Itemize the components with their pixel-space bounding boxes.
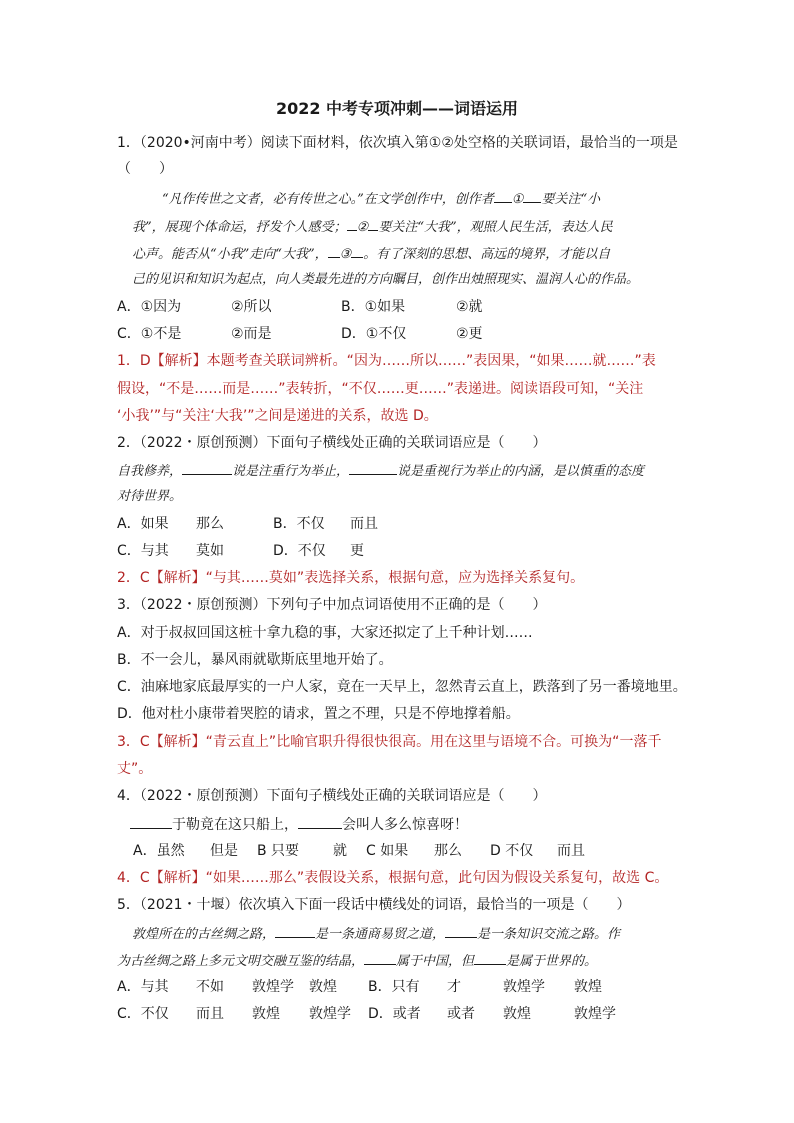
- q1-passage-line-3: [132, 244, 610, 264]
- q3-option-c: C．油麻地家底最厚实的一户人家，竟在一天早上，忽然青云直上，跌落到了另一番境地里。: [117, 679, 687, 695]
- q1-answer-line-2: 假设，“不是……而是……”表转折，“不仅……更……”表递进。阅读语段可知，“关注: [117, 381, 644, 397]
- q3-option-b: B．不一会儿，暴风雨就歇斯底里地开始了。: [117, 652, 393, 668]
- blank: [364, 951, 396, 965]
- q5-option-a3: 敦煌学: [252, 979, 294, 995]
- blank: [494, 189, 512, 203]
- blank: [349, 461, 397, 475]
- q5-option-d3: 敦煌: [503, 1006, 531, 1022]
- q2-option-c2: 莫如: [196, 543, 224, 559]
- q4-option-d2: 而且: [557, 843, 585, 859]
- q3-answer-line-1: 3．C【解析】“青云直上”比喻官职升得很快很高。用在这里与语境不合。可换为“一落千: [117, 734, 662, 750]
- q1-answer-line-1: 1．D【解析】本题考查关联词辨析。“因为……所以……”表因果，“如果……就……”表: [117, 353, 656, 369]
- blank-label: ②: [356, 220, 369, 235]
- q2-answer: 2．C【解析】“与其……莫如”表选择关系，根据句意，应为选择关系复句。: [117, 570, 585, 586]
- q5-option-c4: 敦煌学: [309, 1006, 351, 1022]
- q1-passage-text: 。有了深刻的思想、高远的境界，才能以自: [363, 247, 611, 262]
- q5-passage-line-1: [132, 924, 620, 944]
- q5-option-d2: 或者: [447, 1006, 475, 1022]
- blank: [347, 217, 357, 231]
- q5-option-d: D．或者: [368, 1006, 421, 1022]
- blank: [298, 815, 342, 829]
- q5-option-b4: 敦煌: [574, 979, 602, 995]
- blank: [182, 461, 232, 475]
- q1-answer-line-3: ‘小我’”与“关注‘大我’”之间是递进的关系，故选 D。: [117, 408, 438, 424]
- q2-sentence-line-1: [117, 461, 644, 481]
- q4-option-b2: 就: [333, 843, 347, 859]
- q5-option-d4: 敦煌学: [574, 1006, 616, 1022]
- blank: [368, 217, 378, 231]
- q2-sentence-text: 说是注重行为举止，: [232, 464, 350, 479]
- q2-sentence-text: 自我修养，: [117, 464, 183, 479]
- blank: [328, 244, 340, 258]
- q2-sentence-text: 说是重视行为举止的内涵，是以慎重的态度: [397, 464, 645, 479]
- q4-sentence: [130, 815, 468, 834]
- q3-option-d: D．他对杜小康带着哭腔的请求，置之不理，只是不停地撑着船。: [117, 706, 520, 722]
- q4-answer: 4．C【解析】“如果……那么”表假设关系，根据句意，此句因为假设关系复句，故选 C。: [117, 870, 669, 886]
- q1-passage-text: 要关注“小: [541, 192, 601, 207]
- q5-passage-text: 是属于世界的。: [506, 954, 598, 969]
- blank: [351, 244, 363, 258]
- page-title: 2022 中考专项冲刺——词语运用: [275, 99, 519, 118]
- q2-option-c: C．与其: [117, 543, 169, 559]
- q2-option-d: D．不仅: [273, 543, 326, 559]
- q1-option-a2: ②所以: [231, 299, 272, 315]
- q4-option-c: C 如果: [366, 843, 409, 859]
- q5-passage-text: 属于中国，但: [396, 954, 475, 969]
- q5-option-a: A．与其: [117, 979, 169, 995]
- q1-stem-bracket: （ ）: [117, 161, 173, 177]
- blank-label: ①: [511, 192, 524, 207]
- q4-sentence-text: 于勒竟在这只船上，: [172, 817, 298, 833]
- q1-option-c: C．①不是: [117, 326, 182, 342]
- q2-option-a2: 那么: [196, 516, 224, 532]
- q2-stem: 2．（2022・原创预测）下面句子横线处正确的关联词语应是（ ）: [117, 435, 547, 451]
- q1-passage-text: 心声。能否从“小我”走向“大我”，: [132, 247, 328, 262]
- q5-option-b3: 敦煌学: [503, 979, 545, 995]
- q3-option-a: A．对于叔叔回国这桩十拿九稳的事，大家还拟定了上千种计划……: [117, 625, 533, 641]
- q5-passage-text: 敦煌所在的古丝绸之路，: [132, 927, 276, 942]
- q5-option-c: C．不仅: [117, 1006, 169, 1022]
- blank: [445, 924, 477, 938]
- q5-stem: 5．（2021・十堰）依次填入下面一段话中横线处的词语，最恰当的一项是（ ）: [117, 897, 631, 913]
- q2-option-b2: 而且: [350, 516, 378, 532]
- q3-answer-line-2: 丈”。: [117, 761, 153, 777]
- q5-option-c2: 而且: [196, 1006, 224, 1022]
- blank: [130, 815, 172, 829]
- q1-option-b: B．①如果: [341, 299, 406, 315]
- q4-option-a: A．虽然: [133, 843, 185, 859]
- q4-option-d: D 不仅: [490, 843, 534, 859]
- q4-sentence-text: 会叫人多么惊喜呀！: [342, 817, 468, 833]
- q3-stem: 3．（2022・原创预测）下列句子中加点词语使用不正确的是（ ）: [117, 597, 547, 613]
- q1-option-d: D．①不仅: [341, 326, 407, 342]
- blank: [523, 189, 541, 203]
- q1-passage-text: 我”，展现个体命运，抒发个人感受；: [132, 220, 347, 235]
- q5-passage-line-2: [117, 951, 597, 971]
- q1-passage-line-4: 己的见识和知识为起点，向人类最先进的方向瞩目，创作出烛照现实、温润人心的作品。: [132, 272, 640, 287]
- q4-option-b: B 只要: [257, 843, 300, 859]
- q1-passage-line-1: [162, 189, 600, 209]
- q1-passage-line-2: [132, 217, 613, 237]
- q4-option-c2: 那么: [434, 843, 462, 859]
- q1-option-a: A．①因为: [117, 299, 182, 315]
- q1-option-c2: ②而是: [231, 326, 272, 342]
- blank: [275, 924, 315, 938]
- q4-stem: 4．（2022・原创预测）下面句子横线处正确的关联词语应是（ ）: [117, 788, 547, 804]
- q5-option-b: B．只有: [368, 979, 420, 995]
- q5-option-b2: 才: [447, 979, 461, 995]
- q1-option-d2: ②更: [456, 326, 483, 342]
- q5-passage-text: 是一条知识交流之路。作: [477, 927, 621, 942]
- q2-sentence-line-2: 对待世界。: [117, 489, 183, 504]
- q1-option-b2: ②就: [456, 299, 483, 315]
- q5-passage-text: 是一条通商易贸之道，: [315, 927, 446, 942]
- q1-passage-text: 要关注“大我”，观照人民生活，表达人民: [378, 220, 613, 235]
- q2-option-a: A．如果: [117, 516, 169, 532]
- q2-option-d2: 更: [350, 543, 364, 559]
- q5-passage-text: 为古丝绸之路上多元文明交融互鉴的结晶，: [117, 954, 365, 969]
- q4-option-a2: 但是: [210, 843, 238, 859]
- q5-option-c3: 敦煌: [252, 1006, 280, 1022]
- q1-stem: 1．（2020•河南中考）阅读下面材料，依次填入第①②处空格的关联词语，最恰当的一项是: [117, 135, 678, 151]
- q5-option-a2: 不如: [196, 979, 224, 995]
- q2-option-b: B．不仅: [273, 516, 325, 532]
- blank: [474, 951, 506, 965]
- q1-passage-text: “凡作传世之文者，必有传世之心。”在文学创作中，创作者: [162, 192, 494, 207]
- q5-option-a4: 敦煌: [309, 979, 337, 995]
- blank-label: ③: [339, 247, 352, 262]
